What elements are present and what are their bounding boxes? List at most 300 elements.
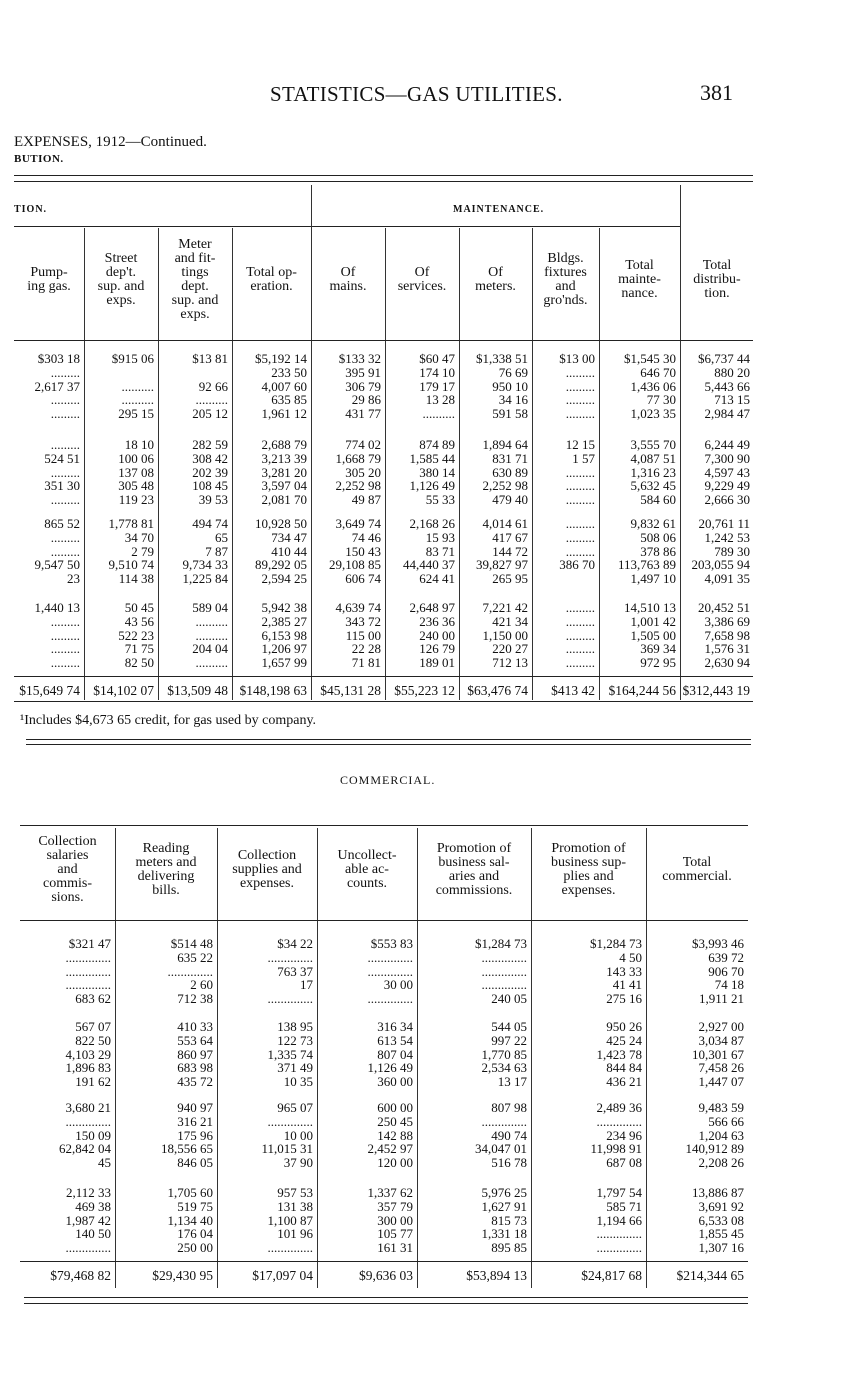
table-cell: 479 40 — [492, 492, 528, 508]
table-cell: 950 10 — [492, 378, 528, 394]
table-cell: 1,100 87 — [267, 1212, 313, 1228]
table-cell: 1,225 84 — [182, 571, 228, 587]
table-cell: .............. — [596, 1113, 642, 1129]
table-cell: 436 21 — [606, 1074, 642, 1090]
table-cell: 10,301 67 — [692, 1046, 744, 1062]
table-cell: 639 72 — [708, 949, 744, 965]
table-cell: 236 36 — [419, 613, 455, 629]
table-cell: $5,192 14 — [255, 351, 307, 366]
table-cell: ......... — [565, 406, 595, 422]
table-cell: ......... — [565, 516, 595, 531]
table-cell: $1,284 73 — [590, 936, 642, 951]
table-cell: 2,688 79 — [261, 437, 307, 452]
table-cell: 1,331 18 — [481, 1226, 527, 1242]
table-cell: 635 22 — [177, 949, 213, 965]
table-cell: 3,034 87 — [698, 1032, 744, 1048]
table-cell: 1,316 23 — [630, 464, 676, 480]
table-cell: 10 00 — [283, 1127, 313, 1143]
table-cell: 846 05 — [177, 1155, 213, 1171]
table-cell: 600 00 — [377, 1100, 413, 1115]
table-cell: 234 96 — [606, 1127, 642, 1143]
table-cell: 20,452 51 — [698, 600, 750, 615]
table-title: EXPENSES, 1912—Continued. — [14, 134, 207, 150]
table-cell: 713 15 — [714, 392, 750, 408]
table-cell: 49 87 — [351, 492, 381, 508]
table-cell: 1,337 62 — [367, 1185, 413, 1200]
table-cell: 220 27 — [492, 641, 528, 657]
table-cell: .......... — [195, 655, 228, 671]
table-cell: 2,534 63 — [481, 1060, 527, 1076]
table-cell: 45 — [98, 1155, 111, 1171]
table-cell: 2 79 — [131, 543, 154, 559]
table-cell: 9,483 59 — [698, 1100, 744, 1115]
table-cell: 895 85 — [491, 1240, 527, 1256]
table-cell: .............. — [596, 1240, 642, 1256]
table-cell: 584 60 — [640, 492, 676, 508]
table-cell: 140 50 — [75, 1226, 111, 1242]
table-cell: 360 00 — [377, 1074, 413, 1090]
table-cell: $1,284 73 — [475, 936, 527, 951]
table-cell: 1,797 54 — [596, 1185, 642, 1200]
table-cell: 9,547 50 — [34, 557, 80, 573]
table-cell: 3,691 92 — [698, 1198, 744, 1214]
table-cell: 874 89 — [419, 437, 455, 452]
column-header: Uncollect- able ac- counts. — [337, 848, 397, 891]
section-label-left: TION. — [14, 204, 48, 215]
table-cell: $915 06 — [111, 351, 154, 366]
table-cell: 11,015 31 — [261, 1141, 313, 1157]
bottom-rule — [14, 701, 753, 702]
table-cell: ......... — [50, 406, 80, 422]
total-cell: $164,244 56 — [608, 683, 676, 698]
table-cell: 250 00 — [177, 1240, 213, 1256]
table-cell: 1,576 31 — [704, 641, 750, 657]
table-cell: 490 74 — [491, 1127, 527, 1143]
table-cell: 1,770 85 — [481, 1046, 527, 1062]
table-cell: ......... — [565, 492, 595, 508]
table-cell: 1,705 60 — [167, 1185, 213, 1200]
table-cell: 11,998 91 — [590, 1141, 642, 1157]
table-cell: 2,648 97 — [409, 600, 455, 615]
table-cell: 630 89 — [492, 464, 528, 480]
table-cell: 972 95 — [640, 655, 676, 671]
table-cell: .............. — [481, 977, 527, 993]
table-cell: ......... — [50, 543, 80, 559]
table-cell: 860 97 — [177, 1046, 213, 1062]
table-cell: 9,510 74 — [108, 557, 154, 573]
table-cell: 122 73 — [277, 1032, 313, 1048]
table-cell: .......... — [422, 406, 455, 422]
column-header: Pump- ing gas. — [27, 265, 71, 294]
table-cell: 865 52 — [44, 516, 80, 531]
footnote-rule — [26, 739, 751, 740]
table-cell: 1,307 16 — [698, 1240, 744, 1256]
table-cell: 10 35 — [283, 1074, 313, 1090]
table-cell: 2,112 33 — [65, 1185, 111, 1200]
table-cell: 250 45 — [377, 1113, 413, 1129]
table-cell: .............. — [65, 1240, 111, 1256]
column-header: Total mainte- nance. — [618, 258, 661, 301]
table-cell: $6,737 44 — [698, 351, 750, 366]
table-cell: .......... — [121, 378, 154, 394]
table-cell: 1,778 81 — [108, 516, 154, 531]
table-cell: 2,081 70 — [261, 492, 307, 508]
table-cell: .......... — [195, 627, 228, 643]
table-cell: 624 41 — [419, 571, 455, 587]
table-cell: 763 37 — [277, 963, 313, 979]
table-cell: 417 67 — [492, 529, 528, 545]
table-cell: 613 54 — [377, 1032, 413, 1048]
total-cell: $29,430 95 — [152, 1268, 213, 1283]
table-cell: 2,489 36 — [596, 1100, 642, 1115]
table-cell: $303 18 — [37, 351, 80, 366]
table-cell: 357 79 — [377, 1198, 413, 1214]
table-cell: 18 10 — [124, 437, 154, 452]
table-cell: .............. — [481, 1113, 527, 1129]
table-cell: ......... — [565, 655, 595, 671]
table-cell: 1,627 91 — [481, 1198, 527, 1214]
column-header: Collection supplies and expenses. — [232, 848, 302, 891]
table-cell: 3,680 21 — [65, 1100, 111, 1115]
table-cell: 1,657 99 — [261, 655, 307, 671]
table-cell: 880 20 — [714, 364, 750, 380]
table-cell: $13 81 — [192, 351, 228, 366]
table-cell: 2,927 00 — [698, 1019, 744, 1034]
table-cell: $553 83 — [370, 936, 413, 951]
table-cell: 74 18 — [714, 977, 744, 993]
table-cell: 115 00 — [345, 627, 381, 643]
table-cell: $3,993 46 — [692, 936, 744, 951]
table-cell: 39 53 — [198, 492, 228, 508]
table-cell: 138 95 — [277, 1019, 313, 1034]
table-cell: 37 90 — [283, 1155, 313, 1171]
table-cell: 233 50 — [271, 364, 307, 380]
table-cell: 240 05 — [491, 991, 527, 1007]
table-cell: 114 38 — [118, 571, 154, 587]
table-cell: 108 45 — [192, 478, 228, 494]
table-cell: 29,108 85 — [329, 557, 381, 573]
table-cell: 516 78 — [491, 1155, 527, 1171]
table-cell: 5,942 38 — [261, 600, 307, 615]
table-cell: 4,014 61 — [482, 516, 528, 531]
running-head: STATISTICS—GAS UTILITIES. — [270, 82, 563, 106]
table-cell: 41 41 — [612, 977, 642, 993]
table-cell: 5,976 25 — [481, 1185, 527, 1200]
table-cell: 1,023 35 — [630, 406, 676, 422]
table-cell: ......... — [565, 600, 595, 615]
table-cell: .............. — [481, 949, 527, 965]
table-cell: 906 70 — [708, 963, 744, 979]
commercial-totals-rule — [20, 1261, 748, 1262]
table-cell: 305 20 — [345, 464, 381, 480]
total-cell: $214,344 65 — [676, 1268, 744, 1283]
table-cell: 1,134 40 — [167, 1212, 213, 1228]
table-cell: ......... — [50, 613, 80, 629]
table-cell: 150 43 — [345, 543, 381, 559]
table-cell: ......... — [565, 464, 595, 480]
table-cell: 17 — [300, 977, 313, 993]
table-cell: 150 09 — [75, 1127, 111, 1143]
column-header: Total op- eration. — [246, 265, 297, 294]
table-cell: 431 77 — [345, 406, 381, 422]
table-cell: .............. — [65, 977, 111, 993]
table-cell: .............. — [596, 1226, 642, 1242]
table-cell: ......... — [50, 437, 80, 452]
total-cell: $79,468 82 — [50, 1268, 111, 1283]
table-cell: 7,300 90 — [704, 450, 750, 466]
table-cell: 2,252 98 — [482, 478, 528, 494]
table-cell: 1,896 83 — [65, 1060, 111, 1076]
table-cell: 646 70 — [640, 364, 676, 380]
table-cell: 4,007 60 — [261, 378, 307, 394]
column-header: Of mains. — [329, 265, 367, 294]
top-rule — [14, 175, 753, 176]
table-cell: 2,984 47 — [704, 406, 750, 422]
top-rule-2 — [14, 181, 753, 182]
column-header: Total distribu- tion. — [693, 258, 741, 301]
table-cell: 4,087 51 — [630, 450, 676, 466]
column-header: Bldgs. fixtures and gro'nds. — [543, 251, 588, 308]
table-cell: 1,126 49 — [409, 478, 455, 494]
table-cell: 1,206 97 — [261, 641, 307, 657]
column-header: Meter and fit- tings dept. sup. and exps. — [171, 237, 219, 322]
table-cell: 105 77 — [377, 1226, 413, 1242]
total-cell: $53,894 13 — [466, 1268, 527, 1283]
table-cell: 3,281 20 — [261, 464, 307, 480]
table-cell: 300 00 — [377, 1212, 413, 1228]
total-cell: $14,102 07 — [93, 683, 154, 698]
table-cell: 343 72 — [345, 613, 381, 629]
table-cell: ......... — [50, 655, 80, 671]
table-cell: .......... — [195, 613, 228, 629]
table-cell: 2,168 26 — [409, 516, 455, 531]
table-cell: 316 34 — [377, 1019, 413, 1034]
table-cell: 1,440 13 — [34, 600, 80, 615]
total-cell: $45,131 28 — [320, 683, 381, 698]
total-cell: $15,649 74 — [19, 683, 80, 698]
table-cell: ......... — [50, 392, 80, 408]
table-cell: 1,894 64 — [482, 437, 528, 452]
table-cell: 316 21 — [177, 1113, 213, 1129]
table-cell: ......... — [565, 641, 595, 657]
table-cell: 34 70 — [124, 529, 154, 545]
table-cell: 4,597 43 — [704, 464, 750, 480]
table-cell: 3,555 70 — [630, 437, 676, 452]
table-cell: ......... — [50, 464, 80, 480]
table-cell: 494 74 — [192, 516, 228, 531]
table-cell: .............. — [367, 949, 413, 965]
table-cell: 508 06 — [640, 529, 676, 545]
section-rule-maint — [311, 226, 680, 227]
table-cell: .......... — [121, 392, 154, 408]
table-cell: 175 96 — [177, 1127, 213, 1143]
table-cell: ......... — [565, 543, 595, 559]
table-cell: 519 75 — [177, 1198, 213, 1214]
table-cell: ......... — [565, 478, 595, 494]
total-cell: $55,223 12 — [394, 683, 455, 698]
table-cell: 950 26 — [606, 1019, 642, 1034]
table-cell: 74 46 — [351, 529, 381, 545]
table-cell: 137 08 — [118, 464, 154, 480]
column-header: Collection salaries and commis- sions. — [38, 834, 97, 905]
table-cell: 3,213 39 — [261, 450, 307, 466]
table-cell: 29 86 — [351, 392, 381, 408]
table-cell: 143 33 — [606, 963, 642, 979]
table-cell: 13,886 87 — [692, 1185, 744, 1200]
table-cell: ......... — [50, 641, 80, 657]
table-cell: $34 22 — [277, 936, 313, 951]
table-cell: 23 — [67, 571, 80, 587]
table-cell: 2 60 — [190, 977, 213, 993]
table-cell: 83 71 — [425, 543, 455, 559]
table-cell: .............. — [267, 991, 313, 1007]
commercial-bottom-rule-2 — [24, 1303, 748, 1304]
table-cell: 1,585 44 — [409, 450, 455, 466]
table-cell: 119 23 — [118, 492, 154, 508]
table-cell: 4,103 29 — [65, 1046, 111, 1062]
table-cell: 126 79 — [419, 641, 455, 657]
table-cell: 174 10 — [419, 364, 455, 380]
table-cell: .............. — [65, 1113, 111, 1129]
table-cell: 282 59 — [192, 437, 228, 452]
table-cell: .............. — [367, 963, 413, 979]
table-cell: .............. — [65, 963, 111, 979]
section-label-maintenance: MAINTENANCE. — [453, 204, 545, 215]
total-cell: $312,443 19 — [682, 683, 750, 698]
table-cell: 6,153 98 — [261, 627, 307, 643]
column-header: Of services. — [397, 265, 447, 294]
table-cell: 62,842 04 — [59, 1141, 111, 1157]
table-cell: 161 31 — [377, 1240, 413, 1256]
table-cell: 120 00 — [377, 1155, 413, 1171]
table-cell: 940 97 — [177, 1100, 213, 1115]
table-cell: 22 28 — [351, 641, 381, 657]
table-cell: $133 32 — [338, 351, 381, 366]
table-cell: 203,055 94 — [691, 557, 750, 573]
table-cell: 179 17 — [419, 378, 455, 394]
table-cell: 204 04 — [192, 641, 228, 657]
table-cell: 113,763 89 — [617, 557, 676, 573]
table-cell: 71 81 — [351, 655, 381, 671]
table-cell: 589 04 — [192, 600, 228, 615]
table-cell: 12 15 — [565, 437, 595, 452]
table-cell: .............. — [267, 1113, 313, 1129]
table-cell: 378 86 — [640, 543, 676, 559]
table-cell: 421 34 — [492, 613, 528, 629]
table-cell: 4 50 — [619, 949, 642, 965]
table-cell: 1,242 53 — [704, 529, 750, 545]
column-header: Promotion of business sal- aries and commissions. — [435, 841, 513, 898]
table-cell: 1,001 42 — [630, 613, 676, 629]
table-cell: 275 16 — [606, 991, 642, 1007]
table-cell: 1,126 49 — [367, 1060, 413, 1076]
table-cell: .......... — [195, 392, 228, 408]
table-cell: 3,386 69 — [704, 613, 750, 629]
table-cell: 585 71 — [606, 1198, 642, 1214]
table-cell: 5,632 45 — [630, 478, 676, 494]
table-cell: 205 12 — [192, 406, 228, 422]
table-cell: 34 16 — [498, 392, 528, 408]
total-cell: $148,198 63 — [239, 683, 307, 698]
column-header: Street dep't. sup. and exps. — [97, 251, 145, 308]
table-cell: 7,221 42 — [482, 600, 528, 615]
table-cell: 380 14 — [419, 464, 455, 480]
table-cell: 30 00 — [383, 977, 413, 993]
header-rule — [14, 340, 753, 341]
table-cell: 101 96 — [277, 1226, 313, 1242]
table-cell: 295 15 — [118, 406, 154, 422]
section-rule-left — [14, 226, 311, 227]
table-cell: 1,987 42 — [65, 1212, 111, 1228]
distribution-footnote: ¹Includes $4,673 65 credit, for gas used by company. — [20, 713, 317, 728]
table-cell: 1,447 07 — [698, 1074, 744, 1090]
table-cell: 435 72 — [177, 1074, 213, 1090]
table-cell: 2,630 94 — [704, 655, 750, 671]
table-cell: $321 47 — [68, 936, 111, 951]
table-cell: 142 88 — [377, 1127, 413, 1143]
table-cell: 9,229 49 — [704, 478, 750, 494]
table-cell: .............. — [167, 963, 213, 979]
table-cell: .............. — [481, 963, 527, 979]
table-cell: 89,292 05 — [255, 557, 307, 573]
total-cell: $17,097 04 — [252, 1268, 313, 1283]
table-cell: 1,668 79 — [335, 450, 381, 466]
table-cell: 1,961 12 — [261, 406, 307, 422]
table-cell: .............. — [267, 949, 313, 965]
table-cell: 553 64 — [177, 1032, 213, 1048]
table-cell: 1,436 06 — [630, 378, 676, 394]
table-cell: 1,150 00 — [482, 627, 528, 643]
table-cell: 1,911 21 — [698, 991, 744, 1007]
table-cell: 306 79 — [345, 378, 381, 394]
total-cell: $63,476 74 — [467, 683, 528, 698]
table-cell: ......... — [50, 492, 80, 508]
table-cell: 4,639 74 — [335, 600, 381, 615]
table-cell: 2,252 98 — [335, 478, 381, 494]
table-cell: 1,505 00 — [630, 627, 676, 643]
column-header: Promotion of business sup- plies and expenses. — [550, 841, 627, 898]
table-cell: 76 69 — [498, 364, 528, 380]
table-cell: 1,194 66 — [596, 1212, 642, 1228]
table-cell: 1,335 74 — [267, 1046, 313, 1062]
table-cell: 13 28 — [425, 392, 455, 408]
table-cell: 522 23 — [118, 627, 154, 643]
table-cell: 1,497 10 — [630, 571, 676, 587]
table-cell: 712 13 — [492, 655, 528, 671]
column-header: Of meters. — [475, 265, 516, 294]
table-cell: 683 98 — [177, 1060, 213, 1076]
table-cell: 524 51 — [44, 450, 80, 466]
table-cell: 831 71 — [492, 450, 528, 466]
table-cell: 50 45 — [124, 600, 154, 615]
table-cell: 965 07 — [277, 1100, 313, 1115]
table-cell: 395 91 — [345, 364, 381, 380]
table-cell: 265 95 — [492, 571, 528, 587]
column-header: Reading meters and delivering bills. — [135, 841, 197, 898]
table-cell: 202 39 — [192, 464, 228, 480]
table-cell: 844 84 — [606, 1060, 642, 1076]
table-cell: 3,597 04 — [261, 478, 307, 494]
total-cell: $9,636 03 — [359, 1268, 413, 1283]
table-cell: 2,617 37 — [34, 378, 80, 394]
table-cell: 410 44 — [271, 543, 307, 559]
table-cell: 1,423 78 — [596, 1046, 642, 1062]
table-cell: 591 58 — [492, 406, 528, 422]
column-header: Total commercial. — [662, 855, 732, 884]
table-cell: 82 50 — [124, 655, 154, 671]
table-cell: 2,208 26 — [698, 1155, 744, 1171]
table-cell: 92 66 — [198, 378, 228, 394]
